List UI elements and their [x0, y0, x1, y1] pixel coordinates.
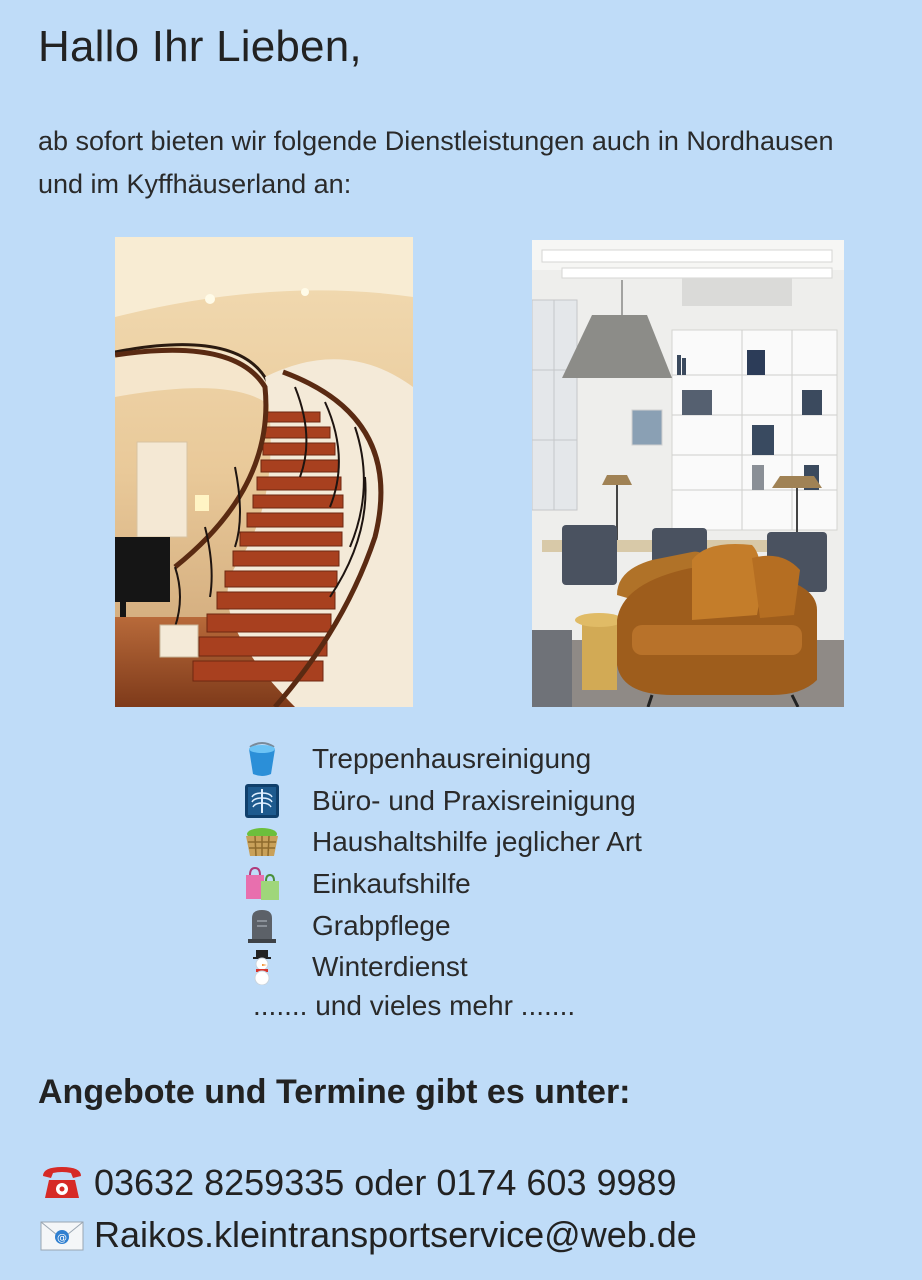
phone-numbers[interactable]: 03632 8259335 oder 0174 603 9989	[94, 1162, 677, 1203]
service-label: Büro- und Praxisreinigung	[312, 784, 636, 816]
service-item	[240, 946, 642, 988]
service-label: Treppenhausreinigung	[312, 742, 592, 774]
intro-text: ab sofort bieten wir folgende Dienstleistungen auch in Nordhausen und im Kyffhäuserland an:	[38, 126, 834, 199]
staircase-photo	[115, 237, 413, 707]
service-item	[240, 821, 642, 863]
greeting-heading: Hallo Ihr Lieben,	[38, 22, 362, 71]
service-item	[240, 780, 642, 822]
office-interior-photo	[532, 240, 844, 707]
svg-text:@: @	[57, 1233, 67, 1244]
service-item	[240, 863, 642, 905]
service-label: Einkaufshilfe	[312, 867, 471, 899]
more-services-text: ....... und vieles mehr .......	[253, 990, 576, 1021]
shopping-bags-icon	[240, 866, 284, 902]
headstone-icon	[240, 908, 284, 944]
laundry-basket-icon	[240, 824, 284, 860]
snowman-icon	[240, 949, 284, 985]
service-item	[240, 905, 642, 947]
offers-heading: Angebote und Termine gibt es unter:	[38, 1073, 631, 1111]
service-label: Grabpflege	[312, 909, 451, 941]
bucket-icon	[240, 741, 284, 777]
service-label: Haushaltshilfe jeglicher Art	[312, 826, 642, 858]
email-contact	[38, 1214, 697, 1256]
services-list	[240, 738, 642, 988]
telephone-icon	[38, 1163, 86, 1203]
email-icon	[38, 1215, 86, 1255]
x-ray-icon	[240, 783, 284, 819]
email-address[interactable]: Raikos.kleintransportservice@web.de	[94, 1214, 697, 1255]
phone-contact	[38, 1162, 677, 1204]
service-item	[240, 738, 642, 780]
service-label: Winterdienst	[312, 951, 468, 983]
